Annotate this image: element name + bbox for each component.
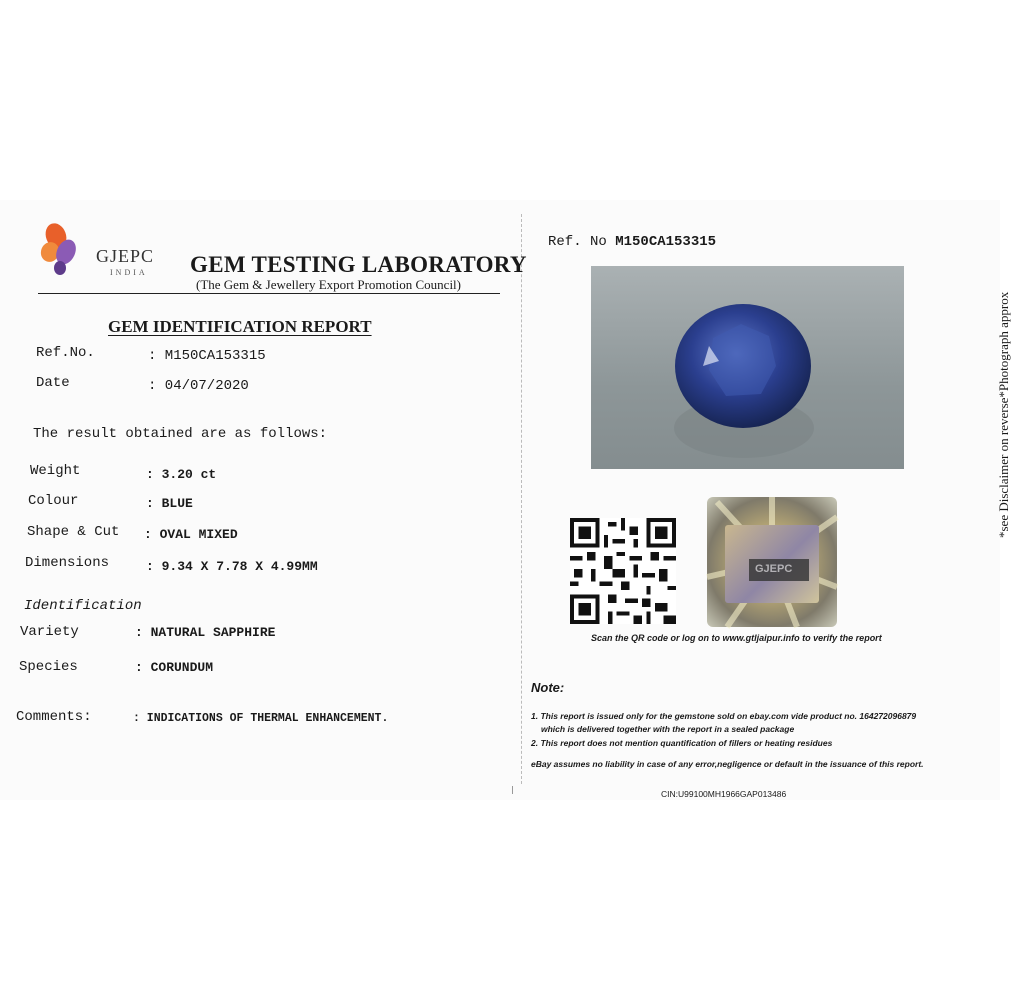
- variety-label: Variety: [20, 624, 79, 640]
- report-title: GEM IDENTIFICATION REPORT: [108, 317, 372, 336]
- right-ref-line: [548, 234, 716, 250]
- species-label: Species: [19, 659, 78, 675]
- shape-label: Shape & Cut: [27, 524, 120, 540]
- dimensions-label: Dimensions: [25, 555, 110, 571]
- side-disclaimer: [978, 248, 1011, 538]
- weight-value: : 3.20 ct: [146, 467, 217, 482]
- right-ref-label: Ref. No: [548, 234, 607, 250]
- note-3: eBay assumes no liability in case of any error,negligence or default in the issuance of this report.: [531, 759, 924, 769]
- logo-subtext: INDIA: [110, 268, 148, 277]
- gjepc-logo-icon: [38, 222, 88, 278]
- gemstone-photo: [591, 266, 904, 469]
- right-ref-value: M150CA153315: [615, 234, 717, 250]
- weight-label: Weight: [30, 463, 81, 479]
- lab-title: GEM TESTING LABORATORY: [190, 252, 527, 277]
- ref-value: : M150CA153315: [148, 348, 266, 364]
- variety-value: : NATURAL SAPPHIRE: [135, 625, 276, 640]
- cin-number: CIN:U99100MH1966GAP013486: [661, 789, 787, 799]
- edge-tick: [512, 786, 513, 794]
- colour-value: : BLUE: [146, 496, 193, 511]
- date-label: Date: [36, 375, 70, 391]
- result-intro: The result obtained are as follows:: [33, 426, 328, 442]
- hologram-text: GJEPC: [755, 563, 793, 575]
- sapphire-image-icon: [591, 266, 904, 469]
- dimensions-value: : 9.34 X 7.78 X 4.99MM: [146, 559, 318, 574]
- side-disclaimer-text: *see Disclaimer on reverse*Photograph approx: [996, 291, 1011, 538]
- card-divider: [521, 214, 522, 784]
- hologram-label: [749, 559, 809, 581]
- note-2: 2. This report does not mention quantification of fillers or heating residues: [531, 738, 833, 748]
- note-1a: 1. This report is issued only for the gemstone sold on ebay.com vide product no. 164272096879: [531, 711, 917, 721]
- qr-code-icon: [570, 518, 676, 624]
- comments-label: Comments:: [16, 709, 92, 725]
- comments-value: : INDICATIONS OF THERMAL ENHANCEMENT.: [133, 712, 389, 725]
- header-rule: [38, 293, 500, 294]
- species-value: : CORUNDUM: [135, 660, 214, 675]
- colour-label: Colour: [28, 493, 79, 509]
- logo-text: GJEPC: [96, 246, 155, 266]
- date-value: : 04/07/2020: [148, 378, 249, 394]
- lab-subtitle: (The Gem & Jewellery Export Promotion Council): [196, 277, 462, 292]
- hologram-seal: [707, 497, 837, 627]
- note-1b: which is delivered together with the report in a sealed package: [541, 724, 795, 734]
- shape-value: : OVAL MIXED: [144, 527, 238, 542]
- ref-label: Ref.No.: [36, 345, 95, 361]
- note-heading: Note:: [531, 680, 565, 695]
- scan-instruction: Scan the QR code or log on to www.gtljaipur.info to verify the report: [591, 633, 882, 643]
- identification-heading: Identification: [24, 598, 142, 614]
